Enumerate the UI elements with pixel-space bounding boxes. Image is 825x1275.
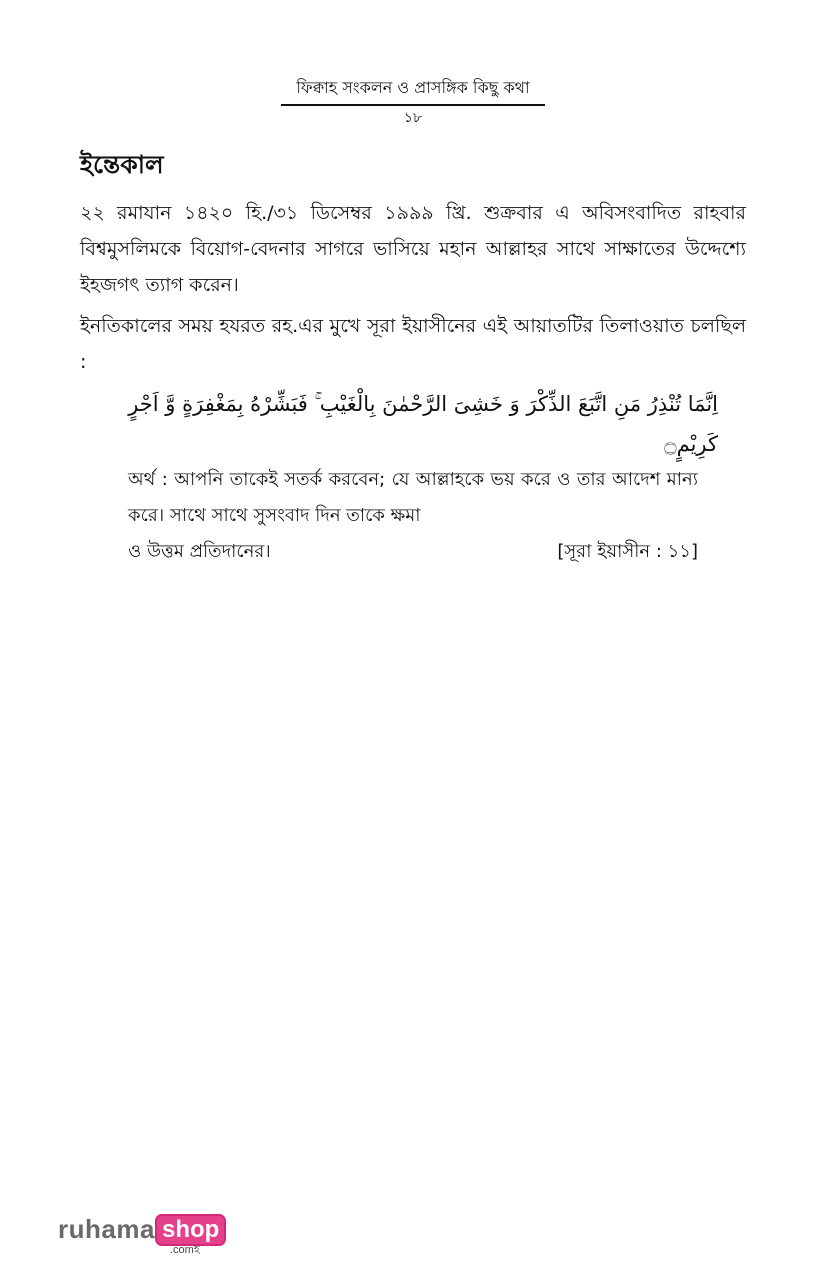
body-paragraph-2: ইনতিকালের সময় হযরত রহ.এর মুখে সূরা ইয়াসীনের এই আয়াতটির তিলাওয়াত চলছিল : — [80, 315, 746, 373]
verse-translation-last-line — [128, 534, 698, 570]
section-title: ইন্তেকাল — [80, 150, 164, 179]
ruhamashop-logo — [58, 1212, 238, 1258]
logo-text-ruhama: ruhama — [58, 1214, 155, 1244]
verse-translation: অর্থ : আপনি তাকেই সতর্ক করবেন; যে আল্লাহকে ভয় করে ও তার আদেশ মান্য করে। সাথে সাথে সুসংবাদ দিন তাকে ক্ষমা — [128, 469, 698, 526]
header-rule — [281, 104, 545, 106]
body-paragraph-1: ২২ রমাযান ১৪২০ হি./৩১ ডিসেম্বর ১৯৯৯ খ্রি. শুক্রবার এ অবিসংবাদিত রাহবার বিশ্বমুসলিমকে বিয়োগ-বেদনার সাগরে ভাসিয়ে মহান আল্লাহর সাথে সাক্ষাতের উদ্দেশ্যে ইহজগৎ ত্যাগ করেন। — [80, 202, 746, 296]
running-head: ফিক্বাহ সংকলন ও প্রাসঙ্গিক কিছু কথা — [296, 78, 530, 97]
logo-text-shop: shop — [155, 1214, 226, 1246]
page-number: ১৮ — [403, 110, 423, 126]
translation-ending: ও উত্তম প্রতিদানের। — [128, 541, 271, 562]
logo-text-domain: .comহ — [170, 1244, 200, 1256]
quran-verse: اِنَّمَا تُنْذِرُ مَنِ اتَّبَعَ الذِّكْرَ وَ خَشِىَ الرَّحْمٰنَ بِالْغَيْبِ ۚ فَبَشِّرْهُ بِمَغْفِرَةٍ وَّ اَجْرٍ كَرِيْمٍ۝ — [128, 392, 718, 456]
surah-reference: [সূরা ইয়াসীন : ১১] — [557, 541, 698, 562]
